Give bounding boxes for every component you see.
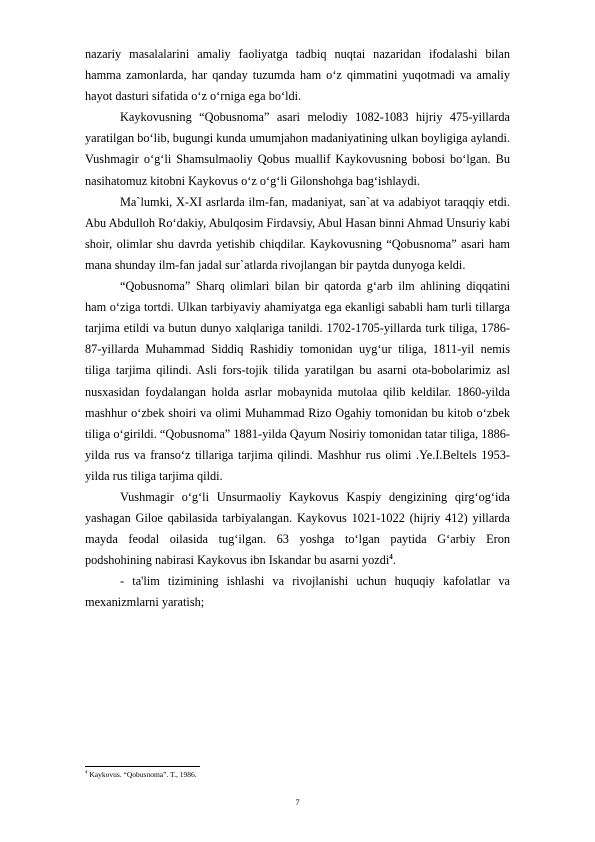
paragraph-5: Vushmagir o‘g‘li Unsurmaoliy Kaykovus Kaspiy dengizining qirg‘og‘ida yashagan Giloe qabilasida tarbiyalangan. Kaykovus 1021-1022 (hijriy 412) yillarda mayda feodal oilasida tug‘ilgan. 63 yoshga to‘lgan paytida G‘arbiy Eron podshohining nabirasi Kaykovus ibn Iskandar bu asarni yozdi$^4$. [85,489,510,568]
footnote-divider [85,766,200,767]
paragraph-5-text: Vushmagir o‘g‘li Unsurmaoliy Kaykovus Kaspiy dengizining qirg‘og‘ida yashagan Giloe qabilasida tarbiyalangan. Kaykovus 1021-1022 (hijriy 412) yillarda mayda feodal oilasida tug‘ilgan. 63 yoshga to‘lgan paytida G‘arbiy Eron podshohining nabirasi Kaykovus ibn Iskandar bu asarni yozdi [85,489,510,568]
paragraph-1: nazariy masalalarini amaliy faoliyatga tadbiq nuqtai nazaridan ifodalashi bilan hamma zamonlarda, har qanday tuzumda ham o‘z qimmatini yuqotmadi va amaliy hayot dasturi sifatida o‘z o‘rniga ega bo‘ldi. [85,47,510,104]
paragraph-4: “Qobusnoma” Sharq olimlari bilan bir qatorda g‘arb ilm ahlining diqqatini ham o‘ziga tortdi. Ulkan tarbiyaviy ahamiyatga ega ekanligi sababli ham turli tillarga tarjima etildi va butun dunyo xalqlariga tanildi. 1702-1705-yillarda turk tiliga, 1786-87-yillarda Muhammad Siddiq Rashidiy tomonidan uyg‘ur tiliga, 1811-yil nemis tiliga tarjima qilindi. Asli fors-tojik tilida yaratilgan bu asarni ota-bobolarimiz asl nusxasidan foydalangan holda asrlar mobaynida mutolaa qilib keldilar. 1860-yilda mashhur o‘zbek shoiri va olimi Muhammad Rizo Ogahiy tomonidan bu kitob o‘zbek tiliga o‘girildi. “Qobusnoma” 1881-yilda Qayum Nosiriy tomonidan tatar tiliga, 1886-yilda rus va franso‘z tillariga tarjima qilindi. Mashhur rus olimi .Ye.I.Beltels 1953-yilda rus tiliga tarjima qildi. [85,279,510,483]
footnote-text: Kaykovus. “Qobusnoma”. T., 1986. [89,770,197,779]
paragraph-6: - ta'lim tizimining ishlashi va rivojlanishi uchun huquqiy kafolatlar va mexanizmlarni yaratish; [85,574,510,610]
footnote [85,770,510,780]
footnote-marker: 4 [85,770,88,776]
paragraph-2: Kaykovusning “Qobusnoma” asari melodiy 1082-1083 hijriy 475-yillarda yaratilgan bo‘lib, bugungi kunda umumjahon madaniyatining ulkan boyligiga aylandi. Vushmagir o‘g‘li Shamsulmaoliy Qobus muallif Kaykovusning bobosi bo‘lgan. Bu nasihatomuz kitobni Kaykovus o‘z o‘g‘li Gilonshohga bag‘ishlaydi. [85,110,510,188]
body-text [85,44,510,614]
page-number: 7 [295,797,300,807]
footnote-reference[interactable]: 4 [389,553,393,562]
paragraph-3: Ma`lumki, X-XI asrlarda ilm-fan, madaniyat, san`at va adabiyot taraqqiy etdi. Abu Abdulloh Ro‘dakiy, Abulqosim Firdavsiy, Abul Hasan binni Ahmad Unsuriy kabi shoir, olimlar shu davrda yetishib chiqdilar. Kaykovusning “Qobusnoma” asari ham mana shunday ilm-fan jadal sur`atlarda rivojlangan bir paytda dunyoga keldi. [85,194,510,272]
